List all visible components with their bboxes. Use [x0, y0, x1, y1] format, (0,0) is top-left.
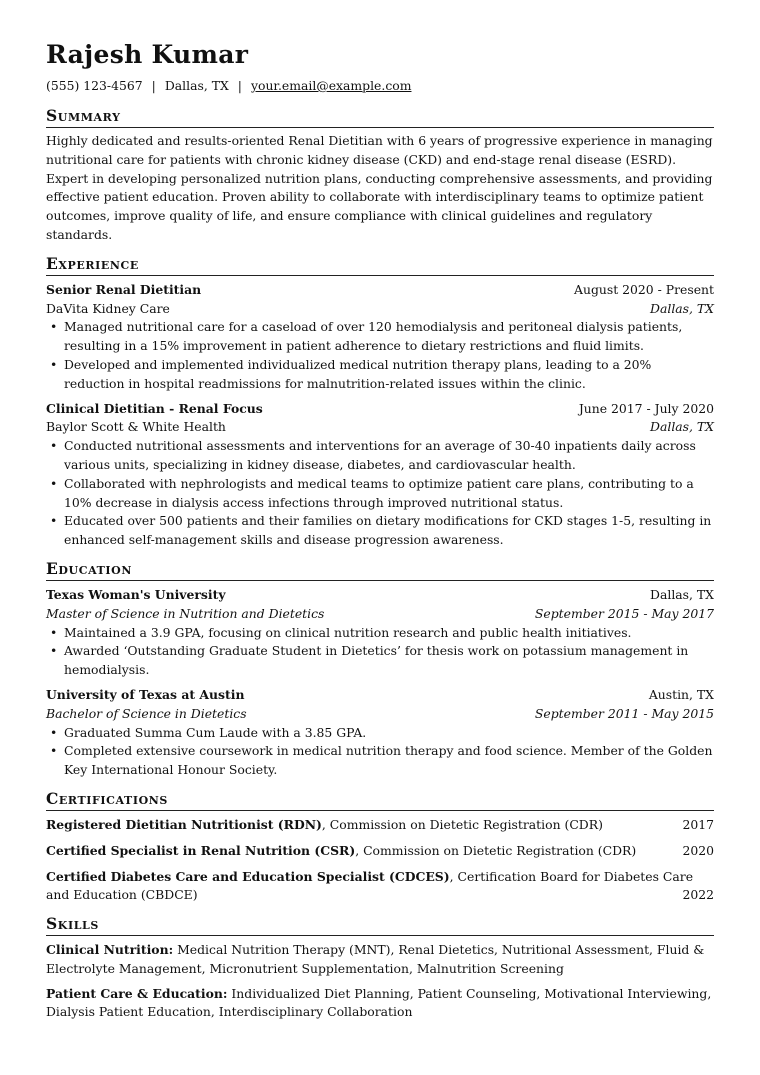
- school-location: Austin, TX: [648, 686, 714, 702]
- candidate-name: Rajesh Kumar: [46, 40, 249, 69]
- summary-section: [46, 107, 714, 245]
- degree-name: Master of Science in Nutrition and Dietetics: [46, 605, 325, 621]
- school-name: Texas Woman's University: [46, 586, 226, 602]
- skill-group-label: Clinical Nutrition:: [46, 942, 174, 958]
- section-title-skills: Skills: [46, 915, 714, 936]
- certification-year: 2017: [682, 816, 714, 832]
- skill-group-text: Individualized Diet Planning, Patient Counseling, Motivational Interviewing, Dialysis Patient Education, Interdisciplinary Collaboration: [46, 985, 712, 1020]
- job-subheader: [46, 418, 714, 437]
- certification-name: Certified Diabetes Care and Education Specialist (CDCES): [46, 868, 450, 884]
- certification-issuer: , Certification Board for Diabetes Care and Education (CBDCE): [46, 868, 694, 903]
- job-header: [46, 281, 714, 300]
- bullet-item: • Maintained a 3.9 GPA, focusing on clinical nutrition research and public health initiatives.: [46, 624, 714, 643]
- skill-group: [46, 985, 714, 1023]
- school-header: [46, 586, 714, 605]
- education-entry: [46, 686, 714, 780]
- education-entry: [46, 586, 714, 680]
- job-dates: June 2017 - July 2020: [578, 400, 714, 416]
- job-bullets: [46, 437, 714, 550]
- degree-row: [46, 705, 714, 724]
- certification-item: [46, 842, 714, 861]
- certification-item: [46, 868, 714, 906]
- bullet-item: • Awarded ‘Outstanding Graduate Student in Dietetics’ for thesis work on potassium management in hemodialysis.: [46, 642, 714, 680]
- bullet-item: • Managed nutritional care for a caseload of over 120 hemodialysis and peritoneal dialysis patients, resulting in a 15% improvement in patient adherence to dietary restrictions and fluid limits.: [46, 318, 714, 356]
- certification-name: Registered Dietitian Nutritionist (RDN): [46, 816, 322, 832]
- certification-name: Certified Specialist in Renal Nutrition (CSR): [46, 842, 356, 858]
- bullet-item: • Educated over 500 patients and their families on dietary modifications for CKD stages 1-5, resulting in enhanced self-management skills and disease progression awareness.: [46, 512, 714, 550]
- certification-year: 2022: [682, 887, 714, 903]
- job-company: Baylor Scott & White Health: [46, 419, 226, 435]
- skill-group-label: Patient Care & Education:: [46, 985, 228, 1001]
- location: Dallas, TX: [164, 78, 229, 93]
- section-title-certifications: Certifications: [46, 790, 714, 811]
- contact-separator: |: [151, 78, 156, 93]
- job-dates: August 2020 - Present: [574, 281, 714, 297]
- job-entry: [46, 281, 714, 394]
- job-entry: [46, 400, 714, 550]
- school-name: University of Texas at Austin: [46, 686, 245, 702]
- education-bullets: [46, 724, 714, 780]
- job-subheader: [46, 300, 714, 319]
- certification-issuer: , Commission on Dietetic Registration (CDR): [321, 816, 603, 832]
- phone-number: (555) 123-4567: [46, 78, 143, 93]
- school-location: Dallas, TX: [650, 586, 714, 602]
- contact-separator: |: [237, 78, 242, 93]
- skills-section: [46, 915, 714, 1022]
- job-location: Dallas, TX: [650, 300, 714, 316]
- job-location: Dallas, TX: [650, 419, 714, 435]
- degree-row: [46, 605, 714, 624]
- bullet-item: • Completed extensive coursework in medical nutrition therapy and food science. Member of the Golden Key International Honour Society.: [46, 742, 714, 780]
- job-header: [46, 400, 714, 419]
- bullet-item: • Collaborated with nephrologists and medical teams to optimize patient care plans, contributing to a 10% decrease in dialysis access infections through improved nutritional status.: [46, 475, 714, 513]
- section-title-summary: Summary: [46, 107, 714, 128]
- certification-year: 2020: [682, 842, 714, 858]
- section-title-experience: Experience: [46, 255, 714, 276]
- job-company: DaVita Kidney Care: [46, 300, 170, 316]
- education-section: [46, 560, 714, 780]
- skill-group: [46, 941, 714, 979]
- contact-line: [46, 77, 714, 94]
- degree-name: Bachelor of Science in Dietetics: [46, 705, 247, 721]
- degree-dates: September 2015 - May 2017: [534, 605, 714, 621]
- experience-section: [46, 255, 714, 550]
- education-bullets: [46, 624, 714, 680]
- job-bullets: [46, 318, 714, 393]
- job-role: Senior Renal Dietitian: [46, 281, 202, 297]
- certification-issuer: , Commission on Dietetic Registration (CDR): [355, 842, 637, 858]
- email-link[interactable]: your.email@example.com: [250, 78, 412, 93]
- skill-group-text: Medical Nutrition Therapy (MNT), Renal Dietetics, Nutritional Assessment, Fluid & Electrolyte Management, Micronutrient Supplementation, Malnutrition Screening: [46, 942, 705, 976]
- job-role: Clinical Dietitian - Renal Focus: [46, 400, 263, 416]
- certifications-section: [46, 790, 714, 905]
- section-title-education: Education: [46, 560, 714, 581]
- bullet-item: • Developed and implemented individualized medical nutrition therapy plans, leading to a 20% reduction in hospital readmissions for malnutrition-related issues within the clinic.: [46, 356, 714, 394]
- summary-text: Highly dedicated and results-oriented Renal Dietitian with 6 years of progressive experience in managing nutritional care for patients with chronic kidney disease (CKD) and end-stage renal disease (ESRD). Expert in developing personalized nutrition plans, conducting comprehensive assessments, and providing effective patient education. Proven ability to collaborate with interdisciplinary teams to optimize patient outcomes, improve quality of life, and ensure compliance with clinical guidelines and regulatory standards.: [46, 133, 713, 242]
- certification-item: [46, 816, 714, 835]
- school-header: [46, 686, 714, 705]
- bullet-item: • Conducted nutritional assessments and interventions for an average of 30-40 inpatients daily across various units, specializing in kidney disease, diabetes, and cardiovascular health.: [46, 437, 714, 475]
- bullet-item: • Graduated Summa Cum Laude with a 3.85 GPA.: [46, 724, 714, 743]
- degree-dates: September 2011 - May 2015: [534, 705, 714, 721]
